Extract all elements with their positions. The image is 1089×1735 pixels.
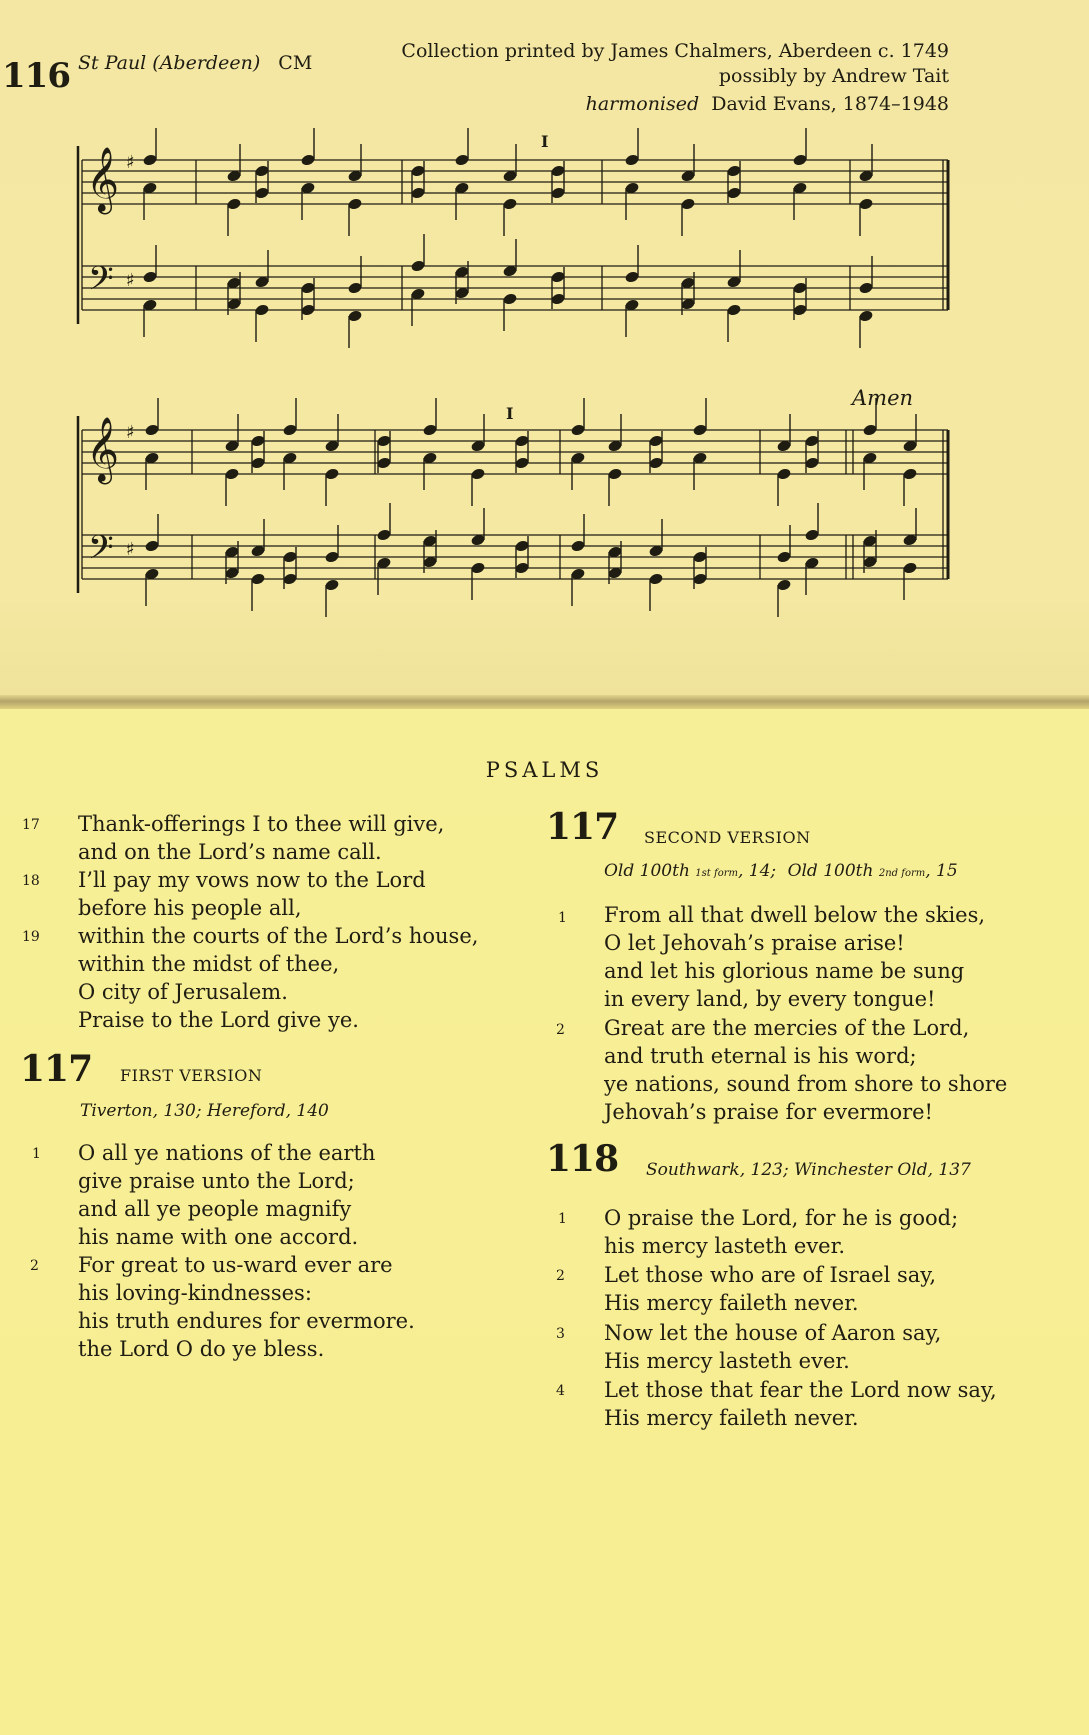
verse-line: Thank-offerings I to thee will give, — [78, 812, 445, 836]
verse-line: and all ye people magnify — [78, 1197, 352, 1221]
verse-number: 3 — [556, 1326, 565, 1342]
psalm-117-first-number: 117 — [20, 1048, 93, 1090]
psalm-117-first-version-label: FIRST VERSION — [120, 1066, 263, 1085]
treble-clef-icon: 𝄞 — [86, 147, 120, 212]
tune-ref: , 14; — [737, 861, 777, 881]
verse-line: Let those who are of Israel say, — [604, 1263, 937, 1287]
verse-line: within the courts of the Lord’s house, — [78, 924, 479, 948]
key-sharp-icon: ♯ — [126, 270, 135, 291]
verse-line: Now let the house of Aaron say, — [604, 1321, 942, 1345]
hymn-116-breath-mark-1: I — [541, 132, 549, 151]
tune-ref: , 15 — [925, 861, 958, 881]
verse-number: 2 — [556, 1268, 565, 1284]
verse-line: ye nations, sound from shore to shore — [604, 1072, 1008, 1096]
verse-number: 1 — [32, 1146, 41, 1162]
hymn-116-breath-mark-2: I — [506, 404, 514, 423]
hymn-116-credit-2: possibly by Andrew Tait — [718, 65, 949, 87]
tune-form: 1st form — [695, 868, 738, 879]
hymn-116-meter: CM — [278, 52, 313, 74]
verse-line: His mercy faileth never. — [604, 1406, 859, 1430]
verse-line: within the midst of thee, — [78, 952, 340, 976]
verse-number: 2 — [556, 1022, 565, 1038]
verse-line: give praise unto the Lord; — [78, 1169, 355, 1193]
verse-line: his name with one accord. — [78, 1225, 359, 1249]
verse-lines — [78, 1251, 415, 1363]
verse-line: O all ye nations of the earth — [78, 1141, 376, 1165]
verse-number: 4 — [556, 1383, 565, 1399]
section-title: PSALMS — [485, 758, 604, 782]
verse-lines — [604, 1014, 1007, 1126]
verse-line: the Lord O do ye bless. — [78, 1337, 325, 1361]
verse-lines — [604, 1376, 997, 1432]
hymn-116-credit-3-label: harmonised — [585, 93, 700, 115]
key-sharp-icon: ♯ — [126, 422, 135, 443]
verse-lines — [78, 866, 426, 922]
key-sharp-icon: ♯ — [126, 152, 135, 173]
verse-line: and on the Lord’s name call. — [78, 840, 382, 864]
verse-line: O city of Jerusalem. — [78, 980, 288, 1004]
bass-clef-icon: 𝄢 — [88, 529, 114, 575]
verse-number: 18 — [22, 873, 40, 889]
verse-lines — [78, 922, 478, 1034]
treble-clef-icon: 𝄞 — [86, 417, 120, 482]
psalm-117-second-version-label: SECOND VERSION — [644, 828, 811, 847]
hymn-116-score — [0, 0, 1089, 700]
verse-line: His mercy faileth never. — [604, 1291, 859, 1315]
verse-lines — [604, 1204, 958, 1260]
verse-line: and let his glorious name be sung — [604, 959, 965, 983]
psalm-118-tunes: Southwark, 123; Winchester Old, 137 — [646, 1160, 971, 1180]
verse-line: Jehovah’s praise for evermore! — [604, 1100, 933, 1124]
verse-number: 19 — [22, 929, 40, 945]
verse-number: 17 — [22, 817, 40, 833]
verse-line: his mercy lasteth ever. — [604, 1234, 846, 1258]
verse-number: 1 — [558, 1211, 567, 1227]
verse-line: Great are the mercies of the Lord, — [604, 1016, 970, 1040]
psalm-118-number: 118 — [546, 1138, 619, 1180]
verse-number: 2 — [30, 1258, 39, 1274]
tune-form: 2nd form — [878, 868, 926, 879]
psalm-117-second-number: 117 — [546, 806, 619, 848]
verse-line: before his people all, — [78, 896, 302, 920]
verse-line: and truth eternal is his word; — [604, 1044, 917, 1068]
verse-lines — [604, 1261, 936, 1317]
verse-line: O praise the Lord, for he is good; — [604, 1206, 959, 1230]
verse-line: Praise to the Lord give ye. — [78, 1008, 359, 1032]
psalm-117-second-tunes — [604, 861, 958, 881]
tune-name: Old 100th — [604, 861, 690, 881]
verse-number: 1 — [558, 910, 567, 926]
hymn-116-credit-1: Collection printed by James Chalmers, Aberdeen c. 1749 — [401, 40, 949, 62]
verse-lines — [604, 1319, 941, 1375]
verse-lines — [78, 1139, 375, 1251]
key-sharp-icon: ♯ — [126, 539, 135, 560]
hymn-116-credit-3-name: David Evans, 1874–1948 — [711, 93, 949, 115]
hymn-116-tune: St Paul (Aberdeen) — [78, 52, 261, 74]
verse-line: For great to us-ward ever are — [78, 1253, 393, 1277]
verse-lines — [604, 901, 985, 1013]
verse-line: in every land, by every tongue! — [604, 987, 936, 1011]
verse-line: From all that dwell below the skies, — [604, 903, 986, 927]
verse-line: His mercy lasteth ever. — [604, 1349, 850, 1373]
verse-line: I’ll pay my vows now to the Lord — [78, 868, 426, 892]
verse-line: Let those that fear the Lord now say, — [604, 1378, 997, 1402]
hymn-116-number: 116 — [2, 56, 70, 96]
verse-line: his loving-kindnesses: — [78, 1281, 312, 1305]
psalm-117-first-tunes: Tiverton, 130; Hereford, 140 — [80, 1101, 329, 1121]
tune-name: Old 100th — [787, 861, 874, 881]
bass-clef-icon: 𝄢 — [88, 260, 114, 306]
hymn-116-amen: Amen — [852, 386, 914, 410]
verse-line: his truth endures for evermore. — [78, 1309, 415, 1333]
verse-line: O let Jehovah’s praise arise! — [604, 931, 905, 955]
verse-lines — [78, 810, 444, 866]
